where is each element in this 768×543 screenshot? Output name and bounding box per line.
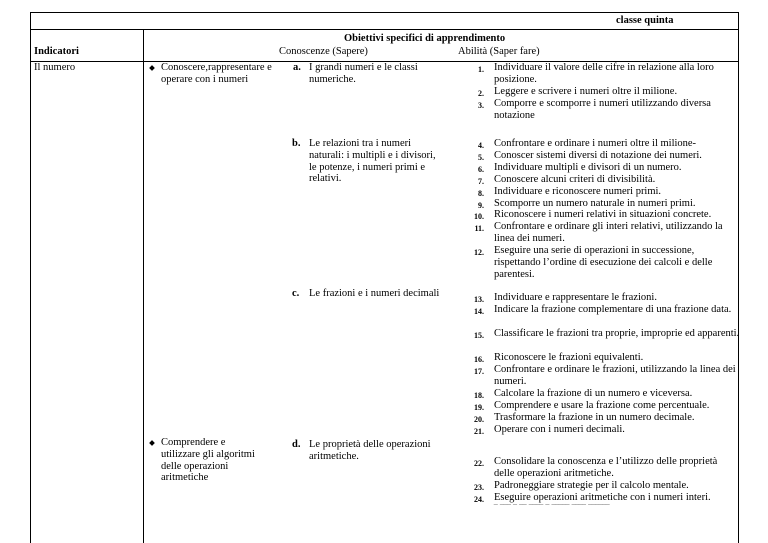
ability-text: Conoscer sistemi diversi di notazione dei numeri. <box>494 150 702 161</box>
ability-text: Consolidare la conoscenza e l’utilizzo delle proprietà delle operazioni aritmetiche. <box>494 456 718 479</box>
column-header-abilita: Abilità (Saper fare) <box>458 46 540 57</box>
header-divider <box>30 29 738 30</box>
group-text: Comprendere e utilizzare gli algoritmi delle operazioni aritmetiche <box>161 437 255 484</box>
ability-number: 11. <box>474 224 484 233</box>
ability-text: Operare con i numeri decimali. <box>494 424 625 435</box>
ability-text: Padroneggiare strategie per il calcolo mentale. <box>494 480 689 491</box>
column-header-indicatori: Indicatori <box>34 46 79 57</box>
ability-number: 10. <box>474 212 484 221</box>
ability-text: Individuare multipli e divisori di un numero. <box>494 162 682 173</box>
ability-number: 9. <box>478 201 484 210</box>
ability-text: Individuare il valore delle cifre in relazione alla loro posizione. <box>494 62 714 85</box>
ability-text: Riconoscere i numeri relativi in situazioni concrete. <box>494 209 712 220</box>
ability-text: Individuare e rappresentare le frazioni. <box>494 292 657 303</box>
group-text: Conoscere,rappresentare e operare con i numeri <box>161 62 272 85</box>
bullet-icon <box>149 65 155 71</box>
ability-number: 18. <box>474 391 484 400</box>
bullet-icon <box>149 440 155 446</box>
ability-text: Eseguire operazioni aritmetiche con i numeri interi. <box>494 492 711 503</box>
ability-number: 21. <box>474 427 484 436</box>
ability-text: Classificare le frazioni tra proprie, improprie ed apparenti. <box>494 328 740 339</box>
ability-number: 3. <box>478 101 484 110</box>
ability-number: 2. <box>478 89 484 98</box>
table-top-border <box>30 12 738 13</box>
indicator-label: Il numero <box>34 62 76 73</box>
ability-number: 1. <box>478 65 484 74</box>
conoscenza-letter: c. <box>292 288 300 299</box>
column-divider <box>143 29 144 543</box>
ability-text: Individuare e riconoscere numeri primi. <box>494 186 662 197</box>
ability-text: Confrontare e ordinare gli interi relativi, utilizzando la linea dei numeri. <box>494 221 723 244</box>
clipped-text-fragment: ‾ ‾‾‾ ‾ ‾‾ ‾‾‾‾ ‾ ‾‾‾‾‾ ‾‾‾‾ ‾‾‾‾‾‾ <box>494 505 610 516</box>
ability-text: Comporre e scomporre i numeri utilizzando diversa notazione <box>494 98 711 121</box>
conoscenza-text: Le proprietà delle operazioni aritmetiche. <box>309 439 431 462</box>
ability-number: 20. <box>474 415 484 424</box>
table-left-border <box>30 12 31 543</box>
ability-text: Calcolare la frazione di un numero e viceversa. <box>494 388 693 399</box>
ability-text: Leggere e scrivere i numeri oltre il milione. <box>494 86 678 97</box>
ability-number: 12. <box>474 248 484 257</box>
ability-text: Conoscere alcuni criteri di divisibilità. <box>494 174 656 185</box>
ability-number: 19. <box>474 403 484 412</box>
ability-text: Eseguire una serie di operazioni in successione, rispettando l’ordine di esecuzione dei calcoli e delle parentesi. <box>494 245 713 280</box>
conoscenza-letter: b. <box>292 138 301 149</box>
ability-number: 22. <box>474 459 484 468</box>
ability-number: 14. <box>474 307 484 316</box>
ability-text: Riconoscere le frazioni equivalenti. <box>494 352 644 363</box>
ability-number: 5. <box>478 153 484 162</box>
ability-text: Indicare la frazione complementare di una frazione data. <box>494 304 732 315</box>
ability-number: 7. <box>478 177 484 186</box>
ability-number: 24. <box>474 495 484 504</box>
ability-number: 16. <box>474 355 484 364</box>
objectives-title: Obiettivi specifici di apprendimento <box>344 33 506 44</box>
conoscenza-text: I grandi numeri e le classi numeriche. <box>309 62 418 85</box>
ability-number: 15. <box>474 331 484 340</box>
ability-number: 13. <box>474 295 484 304</box>
ability-number: 17. <box>474 367 484 376</box>
ability-number: 4. <box>478 141 484 150</box>
conoscenza-text: Le relazioni tra i numeri naturali: i multipli e i divisori, le potenze, i numeri primi e relativi. <box>309 138 436 185</box>
ability-text: Confrontare e ordinare le frazioni, utilizzando la linea dei numeri. <box>494 364 736 387</box>
ability-text: Trasformare la frazione in un numero decimale. <box>494 412 695 423</box>
column-header-conoscenze: Conoscenze (Sapere) <box>279 46 368 57</box>
ability-text: Scomporre un numero naturale in numeri primi. <box>494 198 696 209</box>
conoscenza-text: Le frazioni e i numeri decimali <box>309 288 440 299</box>
ability-number: 23. <box>474 483 484 492</box>
conoscenza-letter: a. <box>293 62 301 73</box>
ability-text: Comprendere e usare la frazione come percentuale. <box>494 400 710 411</box>
class-label: classe quinta <box>616 15 674 26</box>
ability-text: Confrontare e ordinare i numeri oltre il milione- <box>494 138 697 149</box>
ability-number: 6. <box>478 165 484 174</box>
conoscenza-letter: d. <box>292 439 301 450</box>
ability-number: 8. <box>478 189 484 198</box>
